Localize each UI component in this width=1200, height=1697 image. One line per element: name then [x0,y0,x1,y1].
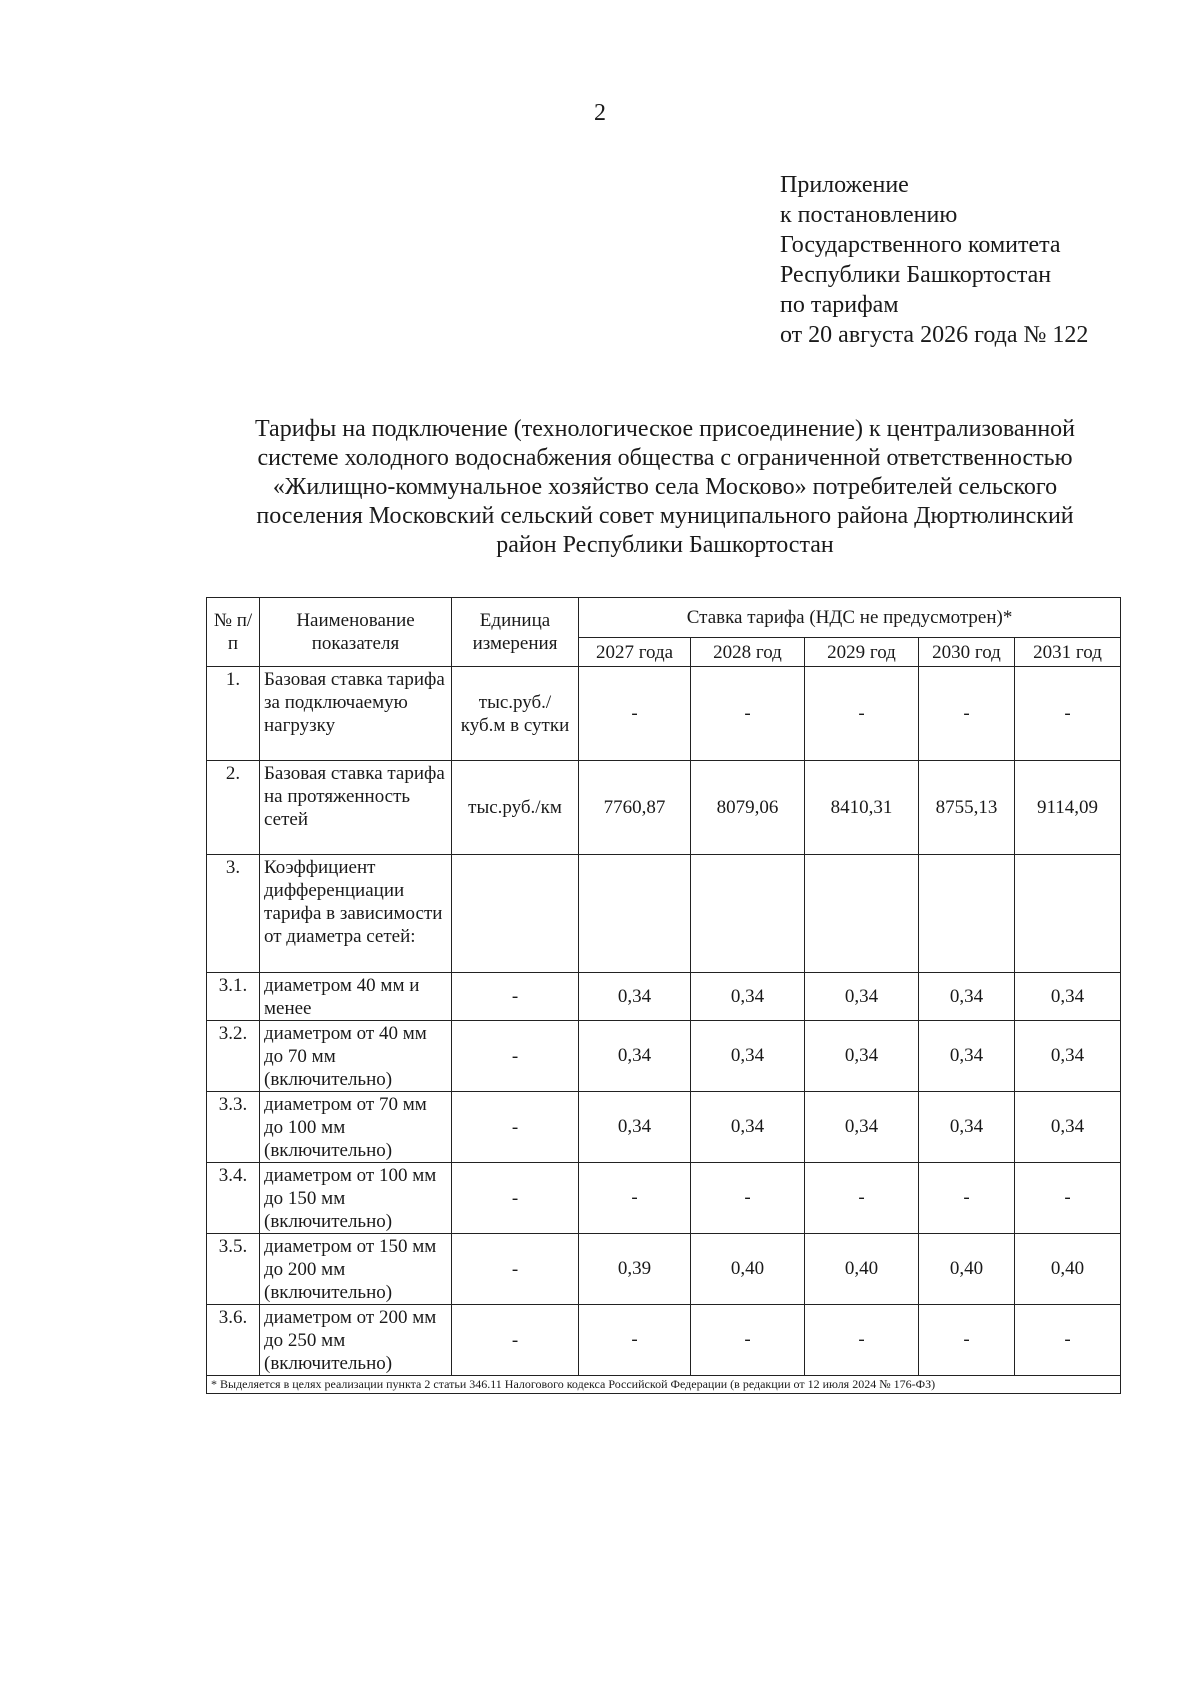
table-row [207,973,1121,1021]
row-num: 3.3. [207,1092,260,1163]
table-row [207,1092,1121,1163]
header-year: 2027 года [579,638,691,667]
row-num: 1. [207,667,260,761]
row-value [579,855,691,973]
row-num: 3.4. [207,1163,260,1234]
header-year: 2030 год [919,638,1015,667]
table-row [207,1021,1121,1092]
row-value: 0,34 [691,1021,805,1092]
header-year: 2029 год [805,638,919,667]
appendix-block [780,170,1088,350]
row-value: 0,34 [805,1021,919,1092]
row-name: Коэффициент дифференциации тарифа в зависимости от диаметра сетей: [260,855,452,973]
row-value [691,855,805,973]
row-value: - [805,1163,919,1234]
title-line: Тарифы на подключение (технологическое присоединение) к централизованной [254,416,1076,442]
row-name: Базовая ставка тарифа на протяженность сетей [260,761,452,855]
table-row [207,1234,1121,1305]
row-value: - [805,1305,919,1376]
row-name: диаметром от 100 мм до 150 мм (включительно) [260,1163,452,1234]
row-unit: тыс.руб./ куб.м в сутки [452,667,579,761]
row-value: - [691,1305,805,1376]
appendix-line: Государственного комитета [780,232,1061,258]
row-unit: - [452,1234,579,1305]
row-value: - [1015,1163,1121,1234]
row-name: диаметром от 200 мм до 250 мм (включительно) [260,1305,452,1376]
tariff-table [206,597,1121,1394]
row-value [919,855,1015,973]
row-value: 0,34 [579,973,691,1021]
appendix-line: Республики Башкортостан [780,262,1052,288]
row-value: 9114,09 [1015,761,1121,855]
row-value: 0,34 [919,1092,1015,1163]
row-value: - [1015,1305,1121,1376]
row-value: 0,40 [919,1234,1015,1305]
title-line: системе холодного водоснабжения общества с ограниченной ответственностью [257,445,1073,471]
row-unit: - [452,1305,579,1376]
row-value: 7760,87 [579,761,691,855]
row-value: - [1015,667,1121,761]
header-rate: Ставка тарифа (НДС не предусмотрен)* [579,598,1121,638]
row-name: диаметром от 70 мм до 100 мм (включительно) [260,1092,452,1163]
table-row [207,1305,1121,1376]
title-line: поселения Московский сельский совет муниципального района Дюртюлинский [256,503,1074,529]
row-value: - [691,1163,805,1234]
row-value: 0,34 [919,973,1015,1021]
header-year: 2031 год [1015,638,1121,667]
row-unit: - [452,1163,579,1234]
row-value: 0,34 [579,1092,691,1163]
title-line: «Жилищно-коммунальное хозяйство села Москово» потребителей сельского [272,474,1058,500]
row-value: - [919,1163,1015,1234]
row-value: - [805,667,919,761]
row-value: 0,39 [579,1234,691,1305]
row-value: 0,34 [1015,1021,1121,1092]
row-value: 0,34 [1015,973,1121,1021]
row-name: диаметром от 40 мм до 70 мм (включительно) [260,1021,452,1092]
appendix-line: от 20 августа 2026 года № 122 [780,322,1089,348]
row-value: - [579,1305,691,1376]
row-value: 8755,13 [919,761,1015,855]
row-unit [452,855,579,973]
appendix-line: к постановлению [780,202,958,228]
header-unit: Единица измерения [452,598,579,667]
row-num: 3. [207,855,260,973]
table-row [207,761,1121,855]
header-name: Наименование показателя [260,598,452,667]
table-row [207,667,1121,761]
row-value: - [579,667,691,761]
row-value: 0,34 [1015,1092,1121,1163]
table-footnote: * Выделяется в целях реализации пункта 2 статьи 346.11 Налогового кодекса Российской Федерации (в редакции от 12 июля 2024 № 176-ФЗ) [207,1376,1121,1394]
header-num: № п/п [207,598,260,667]
row-value: - [919,1305,1015,1376]
table-row [207,855,1121,973]
row-unit: тыс.руб./км [452,761,579,855]
row-value: 0,34 [691,1092,805,1163]
row-value: 0,34 [919,1021,1015,1092]
row-value: 0,34 [579,1021,691,1092]
row-name: Базовая ставка тарифа за подключаемую нагрузку [260,667,452,761]
row-unit: - [452,1021,579,1092]
row-value: 8410,31 [805,761,919,855]
row-value: - [579,1163,691,1234]
footnote-row [207,1376,1121,1394]
row-value: - [691,667,805,761]
row-unit: - [452,1092,579,1163]
row-unit: - [452,973,579,1021]
row-value [805,855,919,973]
row-num: 3.6. [207,1305,260,1376]
row-num: 3.1. [207,973,260,1021]
row-value: 0,40 [691,1234,805,1305]
row-num: 3.2. [207,1021,260,1092]
header-year: 2028 год [691,638,805,667]
row-value: 0,40 [805,1234,919,1305]
appendix-line: по тарифам [780,292,899,318]
appendix-line: Приложение [780,172,909,198]
row-num: 3.5. [207,1234,260,1305]
title-line: район Республики Башкортостан [496,532,834,558]
document-title [190,415,1140,560]
page-number: 2 [594,100,606,126]
row-value [1015,855,1121,973]
table-row [207,1163,1121,1234]
row-name: диаметром от 150 мм до 200 мм (включительно) [260,1234,452,1305]
row-value: - [919,667,1015,761]
row-num: 2. [207,761,260,855]
row-value: 0,40 [1015,1234,1121,1305]
row-value: 0,34 [805,973,919,1021]
row-value: 0,34 [805,1092,919,1163]
row-name: диаметром 40 мм и менее [260,973,452,1021]
row-value: 0,34 [691,973,805,1021]
row-value: 8079,06 [691,761,805,855]
